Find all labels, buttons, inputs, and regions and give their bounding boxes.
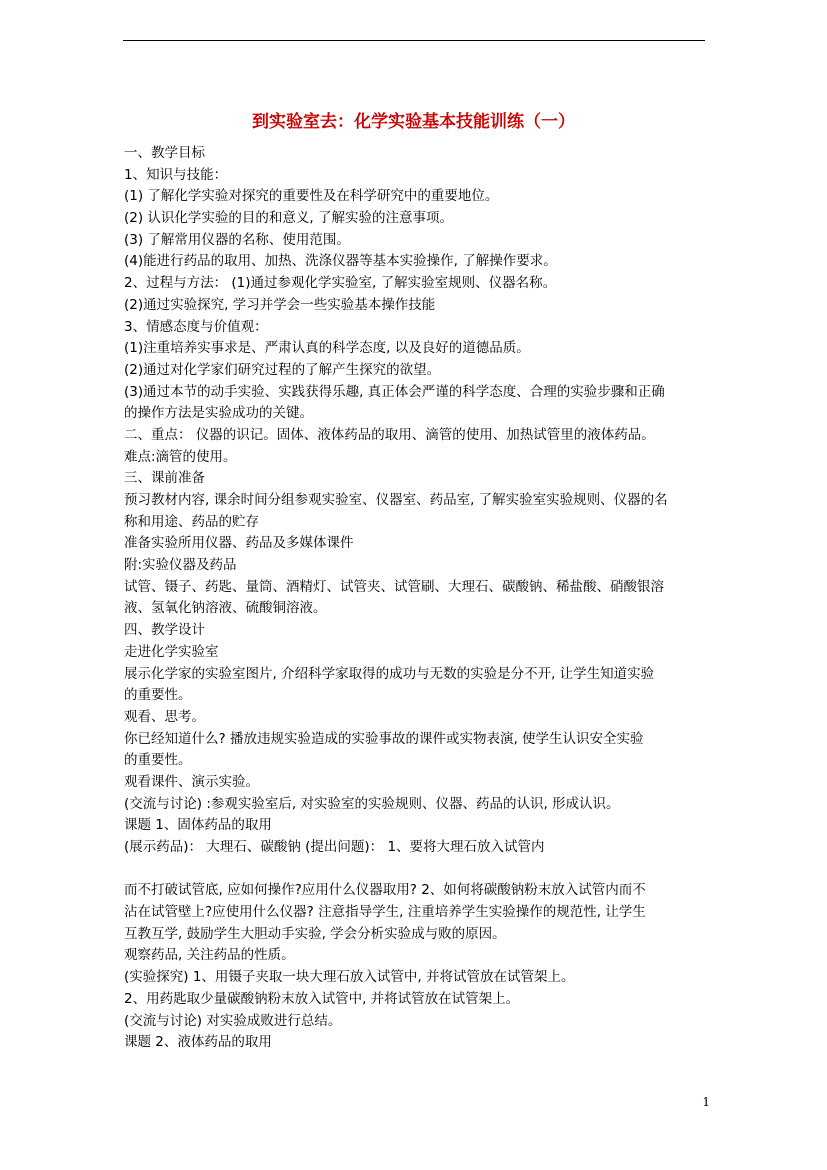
text-line: (2)通过对化学家们研究过程的了解产生探究的欲望。: [124, 361, 441, 378]
text-line: (展示药品)： 大理石、碳酸钠 (提出问题)： 1、要将大理石放入试管内: [124, 839, 545, 855]
text-line: (1)注重培养实事求是、严肃认真的科学态度, 以及良好的道德品质。: [124, 340, 530, 357]
text-line: 互教互学, 鼓励学生大胆动手实验, 学会分析实验成与败的原因。: [124, 925, 506, 942]
page-number: 1: [702, 1095, 710, 1109]
text-line: 的重要性。: [124, 752, 192, 769]
text-line: 2、用药匙取少量碳酸钠粉末放入试管中, 并将试管放在试管架上。: [124, 990, 520, 1007]
blank-line: [124, 859, 708, 881]
text-line: 走进化学实验室: [124, 643, 219, 660]
text-line: (交流与讨论) 对实验成败进行总结。: [124, 1012, 342, 1029]
document-body: [124, 143, 708, 1054]
text-line: 四、教学设计: [124, 622, 205, 639]
text-line: (实验探究) 1、用镊子夹取一块大理石放入试管中, 并将试管放在试管架上。: [124, 969, 575, 986]
text-line: 观察药品, 关注药品的性质。: [124, 947, 295, 964]
text-line: (2) 认识化学实验的目的和意义, 了解实验的注意事项。: [124, 210, 453, 227]
text-line: 液、氢氧化钠溶液、硫酸铜溶液。: [124, 600, 327, 617]
text-line: 课题 2、液体药品的取用: [124, 1034, 272, 1051]
text-line: (3)通过本节的动手实验、实践获得乐趣, 真正体会严谨的科学态度、合理的实验步骤和正确: [124, 383, 665, 400]
text-line: (交流与讨论) :参观实验室后, 对实验室的实验规则、仪器、药品的认识, 形成认识。: [124, 795, 620, 812]
text-line: 2、过程与方法： (1)通过参观化学实验室, 了解实验室规则、仪器名称。: [124, 275, 557, 292]
text-line: (1) 了解化学实验对探究的重要性及在科学研究中的重要地位。: [124, 188, 499, 205]
text-line: 试管、镊子、药匙、量筒、酒精灯、试管夹、试管刷、大理石、碳酸钠、稀盐酸、硝酸银溶: [124, 578, 664, 595]
text-line: 称和用途、药品的贮存: [124, 513, 259, 530]
text-line: 课题 1、固体药品的取用: [124, 817, 272, 834]
text-line: 而不打破试管底, 应如何操作?应用什么仪器取用? 2、如何将碳酸钠粉末放入试管内而不: [124, 882, 646, 899]
text-line: (2)通过实验探究, 学习并学会一些实验基本操作技能: [124, 296, 436, 313]
text-line: (4)能进行药品的取用、加热、洗涤仪器等基本实验操作, 了解操作要求。: [124, 253, 557, 270]
text-line: 的操作方法是实验成功的关键。: [124, 405, 313, 422]
text-line: 观看课件、演示实验。: [124, 773, 259, 790]
text-line: 展示化学家的实验室图片, 介绍科学家取得的成功与无数的实验是分不开, 让学生知道实验: [124, 665, 655, 682]
text-line: 观看、思考。: [124, 708, 205, 725]
text-line: 你已经知道什么? 播放违规实验造成的实验事故的课件或实物表演, 使学生认识安全实验: [124, 730, 644, 747]
text-line: 沾在试管壁上?应使用什么仪器? 注意指导学生, 注重培养学生实验操作的规范性, 让学生: [124, 904, 646, 921]
text-line: 三、课前准备: [124, 470, 205, 487]
text-line: 的重要性。: [124, 687, 192, 704]
text-line: 预习教材内容, 课余时间分组参观实验室、仪器室、药品室, 了解实验室实验规则、仪器的名: [124, 492, 668, 508]
text-line: 准备实验所用仪器、药品及多媒体课件: [124, 535, 354, 552]
text-line: 1、知识与技能：: [124, 166, 228, 183]
text-line: 难点:滴管的使用。: [124, 448, 237, 465]
text-line: 附:实验仪器及药品: [124, 557, 237, 574]
document-title: 到实验室去：化学实验基本技能训练（一）: [252, 112, 575, 132]
text-line: 二、重点： 仪器的识记。固体、液体药品的取用、滴管的使用、加热试管里的液体药品。: [124, 426, 655, 443]
text-line: 一、教学目标: [124, 145, 205, 161]
text-line: (3) 了解常用仪器的名称、使用范围。: [124, 231, 350, 248]
text-line: 3、情感态度与价值观：: [124, 318, 268, 335]
header-rule: [123, 40, 705, 41]
